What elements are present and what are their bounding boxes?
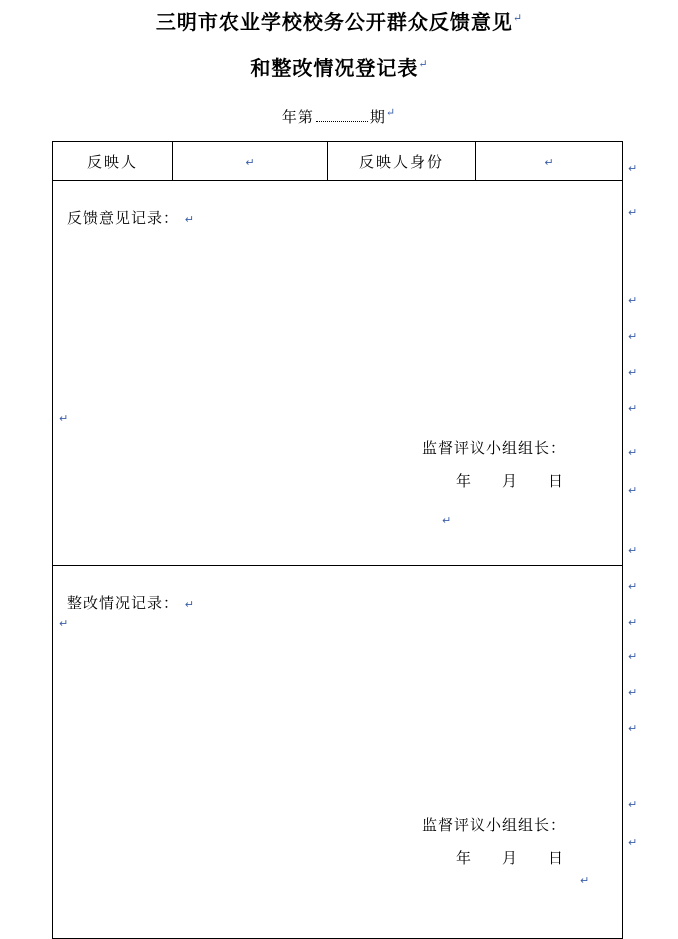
rectification-date-day: 日	[547, 849, 564, 867]
registration-form-table	[52, 141, 623, 939]
pilcrow-icon: ↵	[580, 874, 590, 887]
period-suffix: 期	[369, 108, 386, 126]
table-row-feedback	[53, 181, 623, 566]
title-text-1: 三明市农业学校校务公开群众反馈意见	[155, 10, 513, 34]
pilcrow-icon: ↵	[418, 57, 428, 71]
pilcrow-icon: ↵	[245, 156, 255, 169]
period-prefix: 年第	[281, 108, 314, 126]
pilcrow-icon: ↵	[59, 412, 69, 425]
feedback-signature-block	[422, 437, 594, 491]
feedback-signature-label: 监督评议小组组长：	[421, 439, 566, 457]
pilcrow-icon: ↵	[59, 617, 69, 630]
label-identity: 反映人身份	[358, 152, 444, 171]
rectification-date-year: 年	[455, 849, 472, 867]
period-number-blank[interactable]	[316, 107, 368, 122]
cell-label-identity	[328, 142, 476, 181]
pilcrow-icon: ↵	[628, 484, 638, 497]
pilcrow-icon: ↵	[628, 580, 638, 593]
rectification-label-text: 整改情况记录：	[67, 594, 180, 612]
rectification-label	[67, 592, 608, 613]
page-title-line-2	[0, 56, 678, 80]
rectification-date-month: 月	[501, 849, 518, 867]
pilcrow-icon: ↵	[628, 330, 638, 343]
pilcrow-icon: ↵	[442, 514, 452, 527]
pilcrow-icon: ↵	[628, 446, 638, 459]
feedback-date-day: 日	[547, 472, 564, 490]
pilcrow-icon: ↵	[628, 722, 638, 735]
period-line	[0, 106, 678, 127]
pilcrow-icon: ↵	[628, 162, 638, 175]
cell-rectification-record[interactable]	[53, 566, 623, 939]
pilcrow-icon: ↵	[628, 206, 638, 219]
title-text-2: 和整改情况登记表	[250, 56, 419, 80]
feedback-date-line	[422, 470, 594, 491]
pilcrow-icon: ↵	[628, 294, 638, 307]
document-page	[0, 10, 678, 899]
cell-label-reporter	[53, 142, 173, 181]
page-title-line-1	[0, 10, 678, 34]
cell-value-reporter[interactable]	[173, 142, 328, 181]
rectification-signature-block	[422, 814, 594, 868]
rectification-signature-label: 监督评议小组组长：	[421, 816, 566, 834]
rectification-date-line	[422, 847, 594, 868]
label-reporter: 反映人	[86, 152, 138, 171]
pilcrow-icon: ↵	[628, 616, 638, 629]
table-row-header	[53, 142, 623, 181]
feedback-label-text: 反馈意见记录：	[67, 209, 180, 227]
pilcrow-icon: ↵	[628, 798, 638, 811]
pilcrow-icon: ↵	[628, 650, 638, 663]
pilcrow-icon: ↵	[628, 544, 638, 557]
pilcrow-icon: ↵	[628, 366, 638, 379]
pilcrow-icon: ↵	[385, 106, 397, 119]
pilcrow-icon: ↵	[628, 686, 638, 699]
pilcrow-icon: ↵	[184, 598, 196, 611]
cell-feedback-record[interactable]	[53, 181, 623, 566]
pilcrow-icon: ↵	[184, 213, 196, 226]
feedback-date-year: 年	[455, 472, 472, 490]
cell-value-identity[interactable]	[476, 142, 623, 181]
feedback-label	[67, 207, 608, 228]
pilcrow-icon: ↵	[628, 836, 638, 849]
pilcrow-icon: ↵	[512, 11, 523, 25]
pilcrow-icon: ↵	[544, 156, 554, 169]
table-row-rectification	[53, 566, 623, 939]
pilcrow-icon: ↵	[628, 402, 638, 415]
feedback-date-month: 月	[501, 472, 518, 490]
